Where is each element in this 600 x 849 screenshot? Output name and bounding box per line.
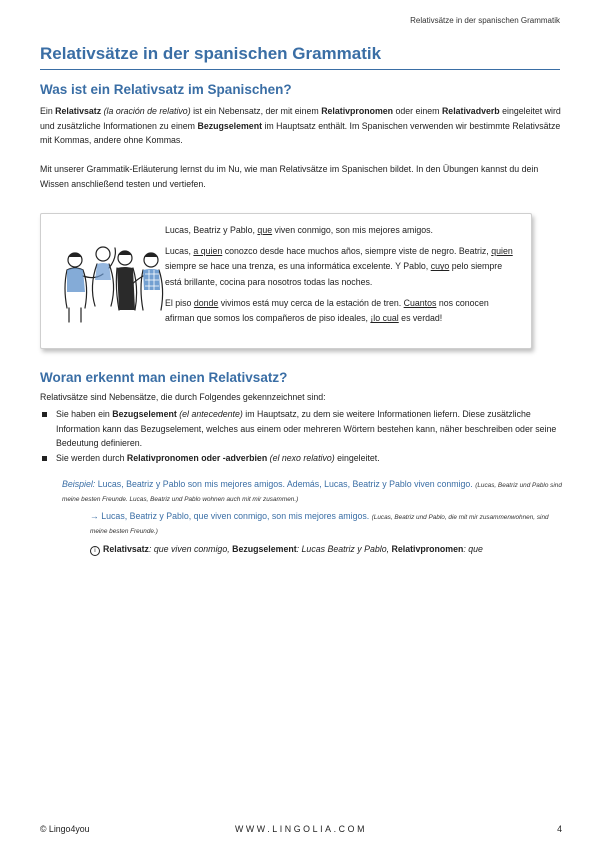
example-text — [165, 223, 515, 332]
info-icon: i — [90, 546, 100, 556]
bullet-icon — [42, 456, 47, 461]
example-line-1: Lucas, Beatriz y Pablo, que viven conmigo, son mis mejores amigos. — [165, 225, 433, 235]
list-item: Sie haben ein Bezugselement (el antecedente) im Hauptsatz, zu dem sie weitere Informationen liefern. Diese zusätzliche Information kann das Bezugselement, welches aus einem oder mehreren Wörtern bestehen kann, näher beschreiben oder seine Bedeutung definieren. — [40, 407, 562, 451]
recognize-intro: Relativsätze sind Nebensätze, die durch Folgendes gekennzeichnet sind: — [40, 392, 326, 402]
arrow-icon: → — [90, 511, 99, 521]
section-heading-recognize: Woran erkennt man einen Relativsatz? — [40, 370, 288, 385]
footer — [40, 824, 562, 838]
example-paragraph-3: El piso donde vivimos está muy cerca de la estación de tren. Cuantos nos conocen afirman que somos los compañeros de piso ideales, ¡lo cual es verdad! — [165, 297, 489, 324]
example-block — [62, 478, 562, 556]
info-line: i Relativsatz: que viven conmigo, Bezugselement: Lucas Beatriz y Pablo, Relativpronomen: que — [90, 544, 562, 556]
bullet-icon — [42, 412, 47, 417]
example-paragraph-2: Lucas, a quien conozco desde hace muchos años, siempre viste de negro. Beatriz, quien siempre se hace una trenza, es una informática excelente. Y Pablo, cuyo pelo siempre está brillante, cocina para nosotros todas las noches. — [165, 246, 513, 287]
example-sentence-1: Beispiel: Lucas, Beatriz y Pablo son mis mejores amigos. Además, Lucas, Beatriz y Pablo viven conmigo. (Lucas, Beatriz und Pablo sind meine besten Freunde. Lucas, Beatriz und Pablo wohnen auch mit mir zusammen.) — [62, 479, 562, 503]
running-head: Relativsätze in der spanischen Grammatik — [410, 16, 560, 25]
learning-paragraph: Mit unserer Grammatik-Erläuterung lernst du im Nu, wie man Relativsätze im Spanischen bildet. In den Übungen kannst du dein Wissen anschließend testen und vertiefen. — [40, 164, 539, 189]
friends-illustration — [59, 236, 171, 324]
section-heading-what-is: Was ist ein Relativsatz im Spanischen? — [40, 82, 292, 97]
page-title: Relativsätze in der spanischen Grammatik — [40, 44, 560, 70]
example-label: Beispiel: — [62, 479, 96, 489]
characteristics-list — [40, 407, 562, 465]
page-number: 4 — [557, 824, 562, 834]
example-text-box — [40, 213, 532, 349]
example-sentence-2: → Lucas, Beatriz y Pablo, que viven conmigo, son mis mejores amigos. (Lucas, Beatriz und Pablo, die mit mir zusammenwohnen, sind meine besten Freunde.) — [90, 511, 549, 535]
list-item: Sie werden durch Relativpronomen oder -adverbien (el nexo relativo) eingeleitet. — [40, 451, 562, 466]
site-url: WWW.LINGOLIA.COM — [234, 824, 367, 834]
intro-paragraph: Ein Relativsatz (la oración de relativo) ist ein Nebensatz, der mit einem Relativpronomen oder einem Relativadverb eingeleitet wird und zusätzliche Informationen zu einem Bezugselement im Hauptsatz enthält. Im Spanischen verwenden wir bestimmte Relativsätze mit Kommas, andere ohne Kommas. — [40, 106, 561, 146]
copyright: © Lingo4you — [40, 824, 90, 834]
